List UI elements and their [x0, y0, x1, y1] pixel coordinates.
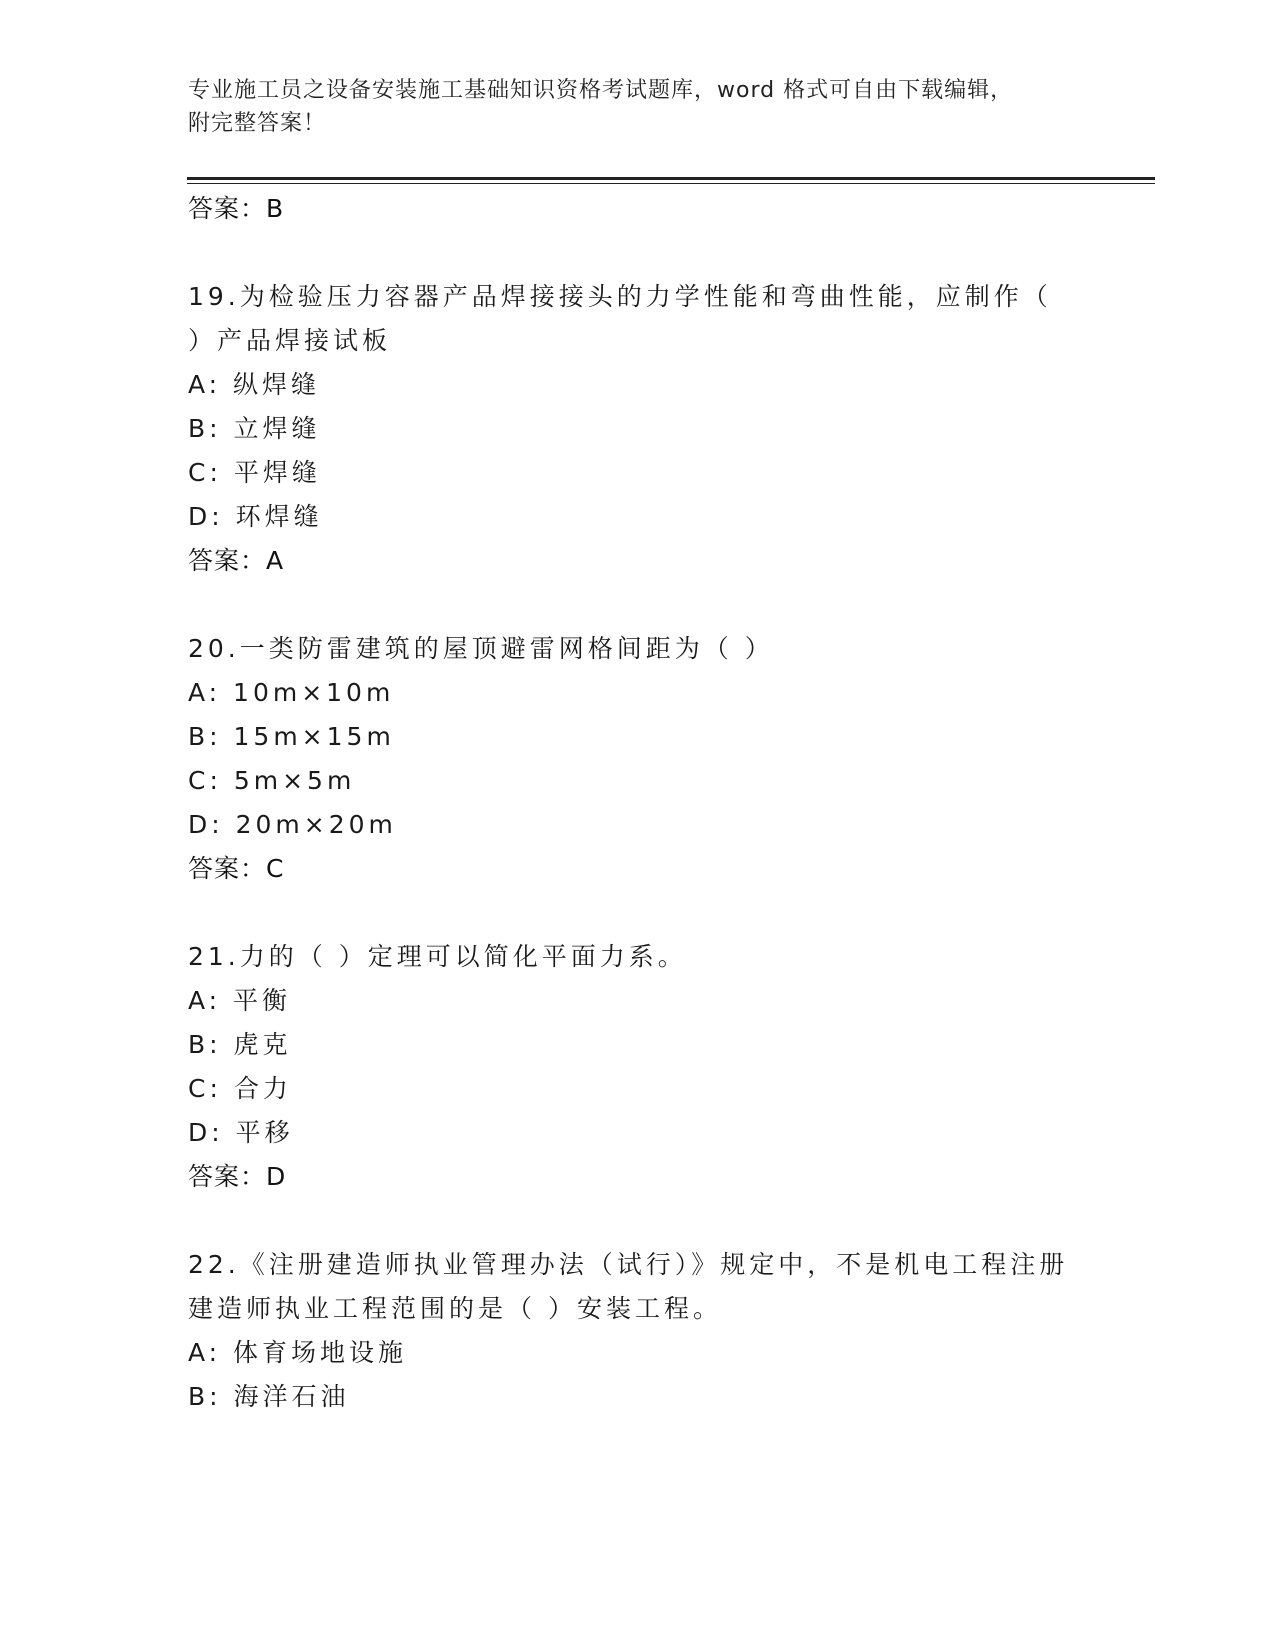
- question-20-option-b: B: 15m×15m: [188, 722, 395, 751]
- page-header: [188, 74, 1088, 140]
- header-line-2: 附完整答案！: [188, 111, 327, 136]
- question-19-text-line-1: 19.为检验压力容器产品焊接接头的力学性能和弯曲性能，应制作（: [188, 282, 1052, 311]
- question-22-text-line-2: 建造师执业工程范围的是（ ）安装工程。: [188, 1294, 722, 1323]
- header-line-1: 专业施工员之设备安装施工基础知识资格考试题库，word 格式可自由下载编辑，: [188, 78, 1014, 103]
- question-21-option-a: A: 平衡: [188, 986, 292, 1015]
- question-22-option-b: B: 海洋石油: [188, 1382, 350, 1411]
- question-19-option-b: B: 立焊缝: [188, 414, 321, 443]
- question-21-text: 21.力的（ ）定理可以简化平面力系。: [188, 942, 687, 971]
- header-rule-thin: [187, 183, 1155, 184]
- question-19-text-line-2: ）产品焊接试板: [188, 326, 392, 355]
- answer-21: 答案：D: [188, 1162, 287, 1191]
- answer-20: 答案：C: [188, 854, 285, 883]
- question-21-option-c: C: 合力: [188, 1074, 292, 1103]
- question-20-text: 20.一类防雷建筑的屋顶避雷网格间距为（ ）: [188, 634, 774, 663]
- answer-18: 答案：B: [188, 194, 285, 223]
- question-19-option-c: C: 平焊缝: [188, 458, 321, 487]
- question-20-option-d: D: 20m×20m: [188, 810, 397, 839]
- question-20-option-c: C: 5m×5m: [188, 766, 356, 795]
- question-20-option-a: A: 10m×10m: [188, 678, 395, 707]
- question-19-option-a: A: 纵焊缝: [188, 370, 321, 399]
- answer-19: 答案：A: [188, 546, 285, 575]
- question-21-option-b: B: 虎克: [188, 1030, 292, 1059]
- question-22-option-a: A: 体育场地设施: [188, 1338, 408, 1367]
- question-21-option-d: D: 平移: [188, 1118, 294, 1147]
- question-22-text-line-1: 22.《注册建造师执业管理办法（试行）》规定中，不是机电工程注册: [188, 1250, 1069, 1279]
- question-19-option-d: D: 环焊缝: [188, 502, 323, 531]
- header-rule-thick: [187, 177, 1155, 180]
